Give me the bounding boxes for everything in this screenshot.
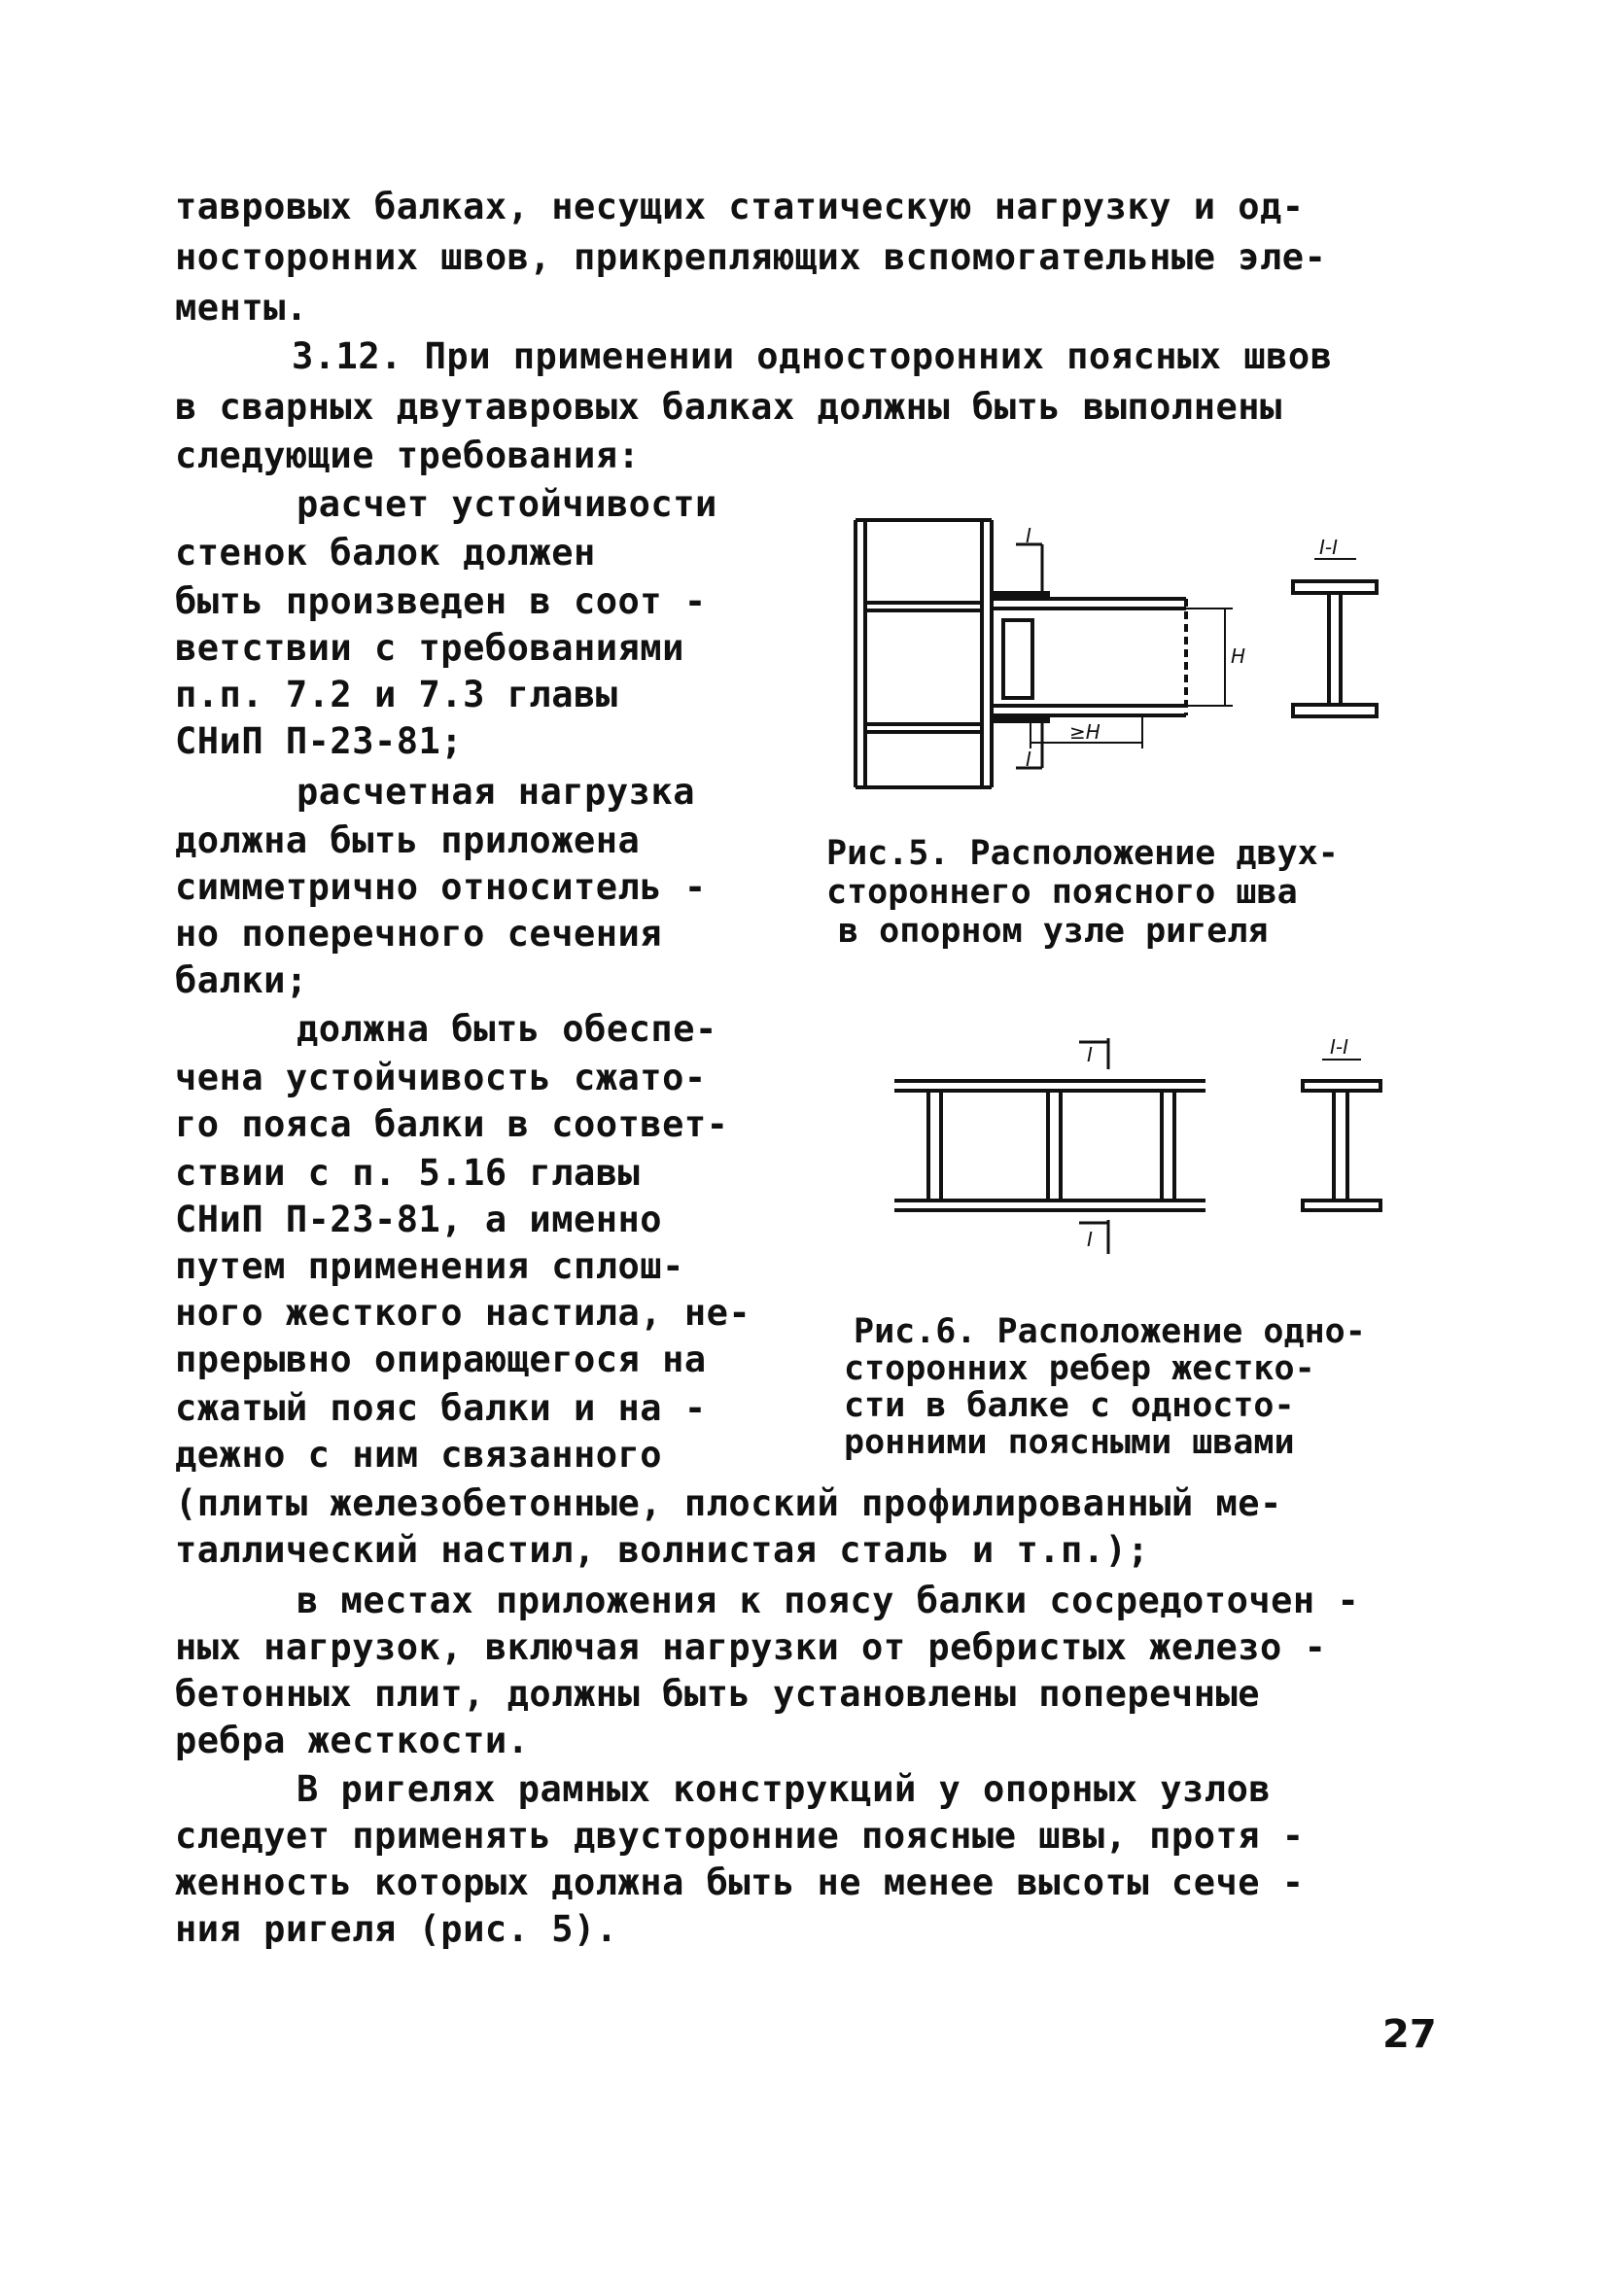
column-line: симметрично относитель -: [175, 866, 707, 908]
body-line: ных нагрузок, включая нагрузки от ребристых железо -: [175, 1626, 1327, 1668]
fig6-cut-label-bottom: I: [1087, 1228, 1093, 1251]
body-line: следующие требования:: [175, 435, 641, 476]
body-line: ребра жесткости.: [175, 1720, 530, 1761]
column-line: чена устойчивость сжато-: [175, 1057, 707, 1098]
column-line: СНиП П-23-81, а именно: [175, 1199, 663, 1240]
body-line: ния ригеля (рис. 5).: [175, 1908, 618, 1950]
fig6-cut-label-top: I: [1087, 1043, 1093, 1066]
figure-6-caption-line: Рис.6. Расположение одно-: [854, 1312, 1366, 1351]
column-line: путем применения сплош-: [175, 1245, 684, 1287]
body-line: следует применять двусторонние поясные швы, протя -: [175, 1815, 1305, 1857]
column-line: ветствии с требованиями: [175, 627, 684, 669]
column-line: сжатый пояс балки и на -: [175, 1387, 707, 1429]
column-line: прерывно опирающегося на: [175, 1339, 707, 1380]
figure-5-caption-line: в опорном узле ригеля: [838, 912, 1269, 951]
body-line: в местах приложения к поясу балки сосредоточен -: [297, 1580, 1360, 1621]
column-line: стенок балок должен: [175, 532, 596, 574]
column-line: го пояса балки в соответ-: [175, 1103, 729, 1145]
column-line: ного жесткого настила, не-: [175, 1292, 751, 1334]
figure-5-caption-line: стороннего поясного шва: [826, 873, 1298, 912]
body-line: бетонных плит, должны быть установлены поперечные: [175, 1673, 1261, 1715]
figure-6-drawing: [875, 1021, 1419, 1264]
column-line: балки;: [175, 959, 308, 1001]
column-line: должна быть обеспе-: [297, 1008, 717, 1050]
section-heading-line: 3.12. При применении односторонних поясных швов: [292, 335, 1333, 377]
fig5-cut-label-bottom: I: [1026, 748, 1031, 771]
column-line: расчет устойчивости: [297, 483, 717, 525]
column-line: ствии с п. 5.16 главы: [175, 1152, 641, 1194]
column-line: СНиП П-23-81;: [175, 720, 464, 762]
body-line: таллический настил, волнистая сталь и т.п.);: [175, 1529, 1150, 1571]
column-line: должна быть приложена: [175, 819, 641, 861]
column-line: п.п. 7.2 и 7.3 главы: [175, 674, 618, 715]
body-line: женность которых должна быть не менее высоты сече -: [175, 1861, 1305, 1903]
figure-6-caption-line: сторонних ребер жестко-: [844, 1349, 1315, 1388]
body-line: тавровых балках, несущих статическую нагрузку и од-: [175, 186, 1305, 227]
column-line: но поперечного сечения: [175, 913, 663, 955]
figure-5-caption-line: Рис.5. Расположение двух-: [826, 834, 1339, 873]
fig5-section-label: I-I: [1319, 536, 1339, 559]
fig5-cut-label-top: I: [1026, 524, 1031, 547]
figure-6-caption-line: сти в балке с односто-: [844, 1386, 1295, 1425]
page-number: 27: [1382, 2012, 1437, 2057]
fig5-height-label: H: [1231, 644, 1246, 668]
body-line: менты.: [175, 287, 308, 329]
body-line: в сварных двутавровых балках должны быть выполнены: [175, 386, 1282, 428]
column-line: расчетная нагрузка: [297, 771, 695, 813]
column-line: быть произведен в соот -: [175, 580, 707, 622]
fig6-section-label: I-I: [1330, 1035, 1349, 1059]
figure-5-drawing: [836, 505, 1439, 797]
body-line: В ригелях рамных конструкций у опорных узлов: [297, 1768, 1272, 1810]
body-line: носторонних швов, прикрепляющих вспомогательные эле-: [175, 236, 1327, 278]
figure-6-caption-line: ронними поясными швами: [844, 1423, 1295, 1462]
column-line: дежно с ним связанного: [175, 1434, 663, 1476]
fig5-length-label: ≥H: [1069, 720, 1100, 744]
body-line: (плиты железобетонные, плоский профилированный ме-: [175, 1482, 1282, 1524]
